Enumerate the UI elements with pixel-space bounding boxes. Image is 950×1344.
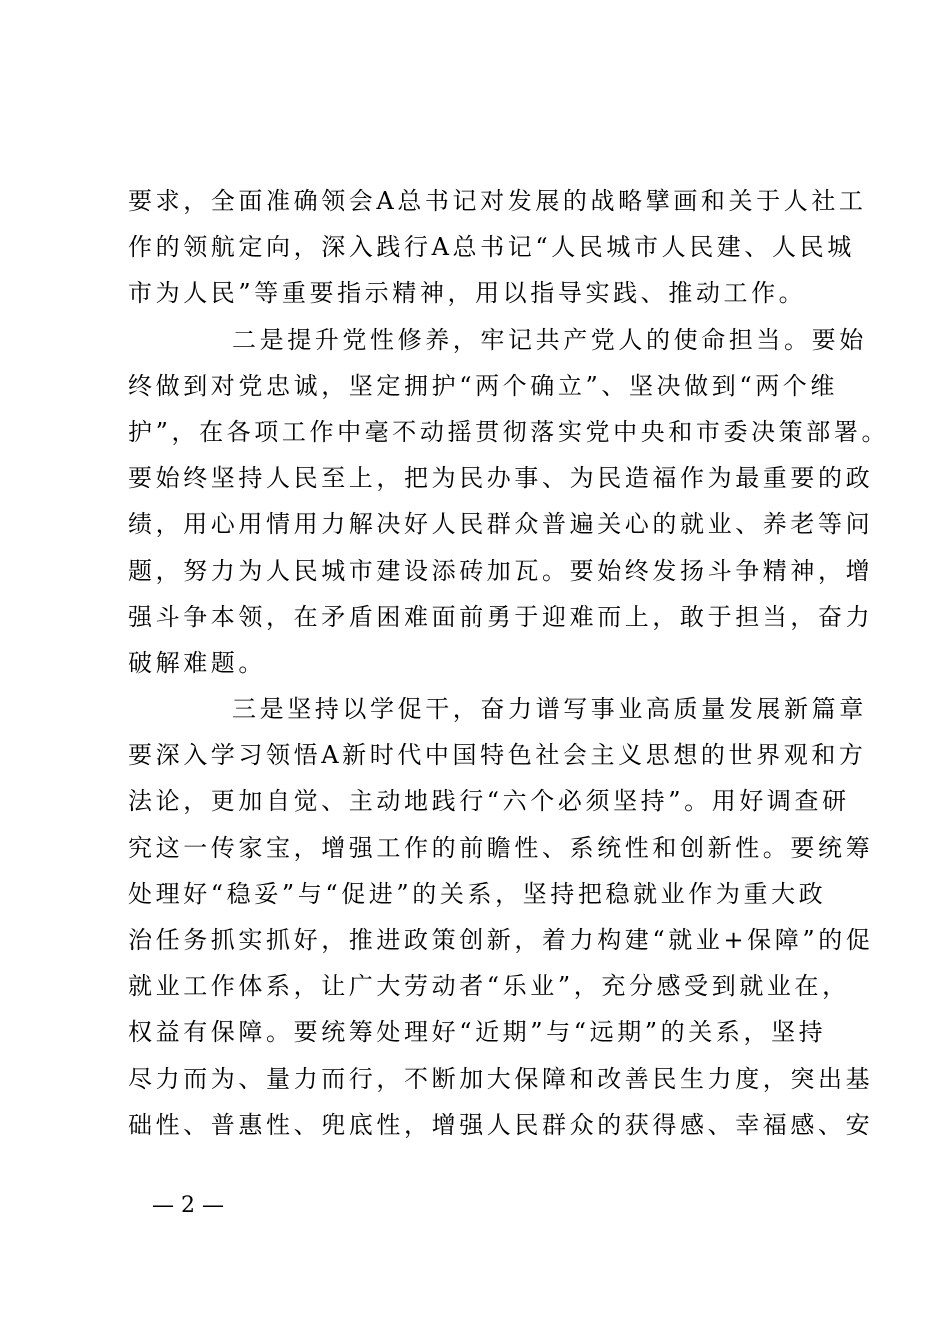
text-line: 绩，用心用情用力解决好人民群众普遍关心的就业、养老等问 (128, 510, 874, 539)
text-line: 就业工作体系，让广大劳动者“乐业”，充分感受到就业在， (128, 972, 850, 1001)
text-line: 作的领航定向，深入践行A总书记“人民城市人民建、人民城 (128, 233, 855, 262)
text-line: 处理好“稳妥”与“促进”的关系，坚持把稳就业作为重大政 (128, 879, 827, 908)
text-line: 强斗争本领，在矛盾困难面前勇于迎难而上，敢于担当，奋力 (128, 602, 874, 631)
text-line: 法论，更加自觉、主动地践行“六个必须坚持”。用好调查研 (128, 787, 850, 816)
text-line: 尽力而为、量力而行，不断加大保障和改善民生力度，突出基 (128, 1064, 874, 1093)
text-line: 护”，在各项工作中毫不动摇贯彻落实党中央和市委决策部署。 (128, 417, 890, 446)
body-text (128, 178, 890, 1148)
text-line: 题，努力为人民城市建设添砖加瓦。要始终发扬斗争精神，增 (128, 556, 874, 585)
paragraph-heading-line: 三是坚持以学促干，奋力谱写事业高质量发展新篇章 (232, 695, 867, 724)
text-line: 破解难题。 (128, 648, 266, 677)
text-line: 要求，全面准确领会A总书记对发展的战略擘画和关于人社工 (128, 187, 867, 215)
paragraph-heading-line: 二是提升党性修养，牢记共产党人的使命担当。要始 (232, 325, 867, 354)
text-line: 要始终坚持人民至上，把为民办事、为民造福作为最重要的政 (128, 464, 874, 493)
text-line: 要深入学习领悟A新时代中国特色社会主义思想的世界观和方 (128, 741, 867, 770)
text-line: 治任务抓实抓好，推进政策创新，着力构建“就业+保障”的促 (128, 926, 874, 954)
text-line: 市为人民”等重要指示精神，用以指导实践、推动工作。 (128, 279, 807, 308)
text-line: 权益有保障。要统筹处理好“近期”与“远期”的关系，坚持 (128, 1018, 827, 1047)
text-line: 终做到对党忠诚，坚定拥护“两个确立”、坚决做到“两个维 (128, 371, 839, 400)
text-line: 础性、普惠性、兜底性，增强人民群众的获得感、幸福感、安 (128, 1110, 874, 1139)
page-number: — 2 — (152, 1193, 224, 1218)
text-line: 究这一传家宝，增强工作的前瞻性、系统性和创新性。要统筹 (128, 833, 874, 862)
